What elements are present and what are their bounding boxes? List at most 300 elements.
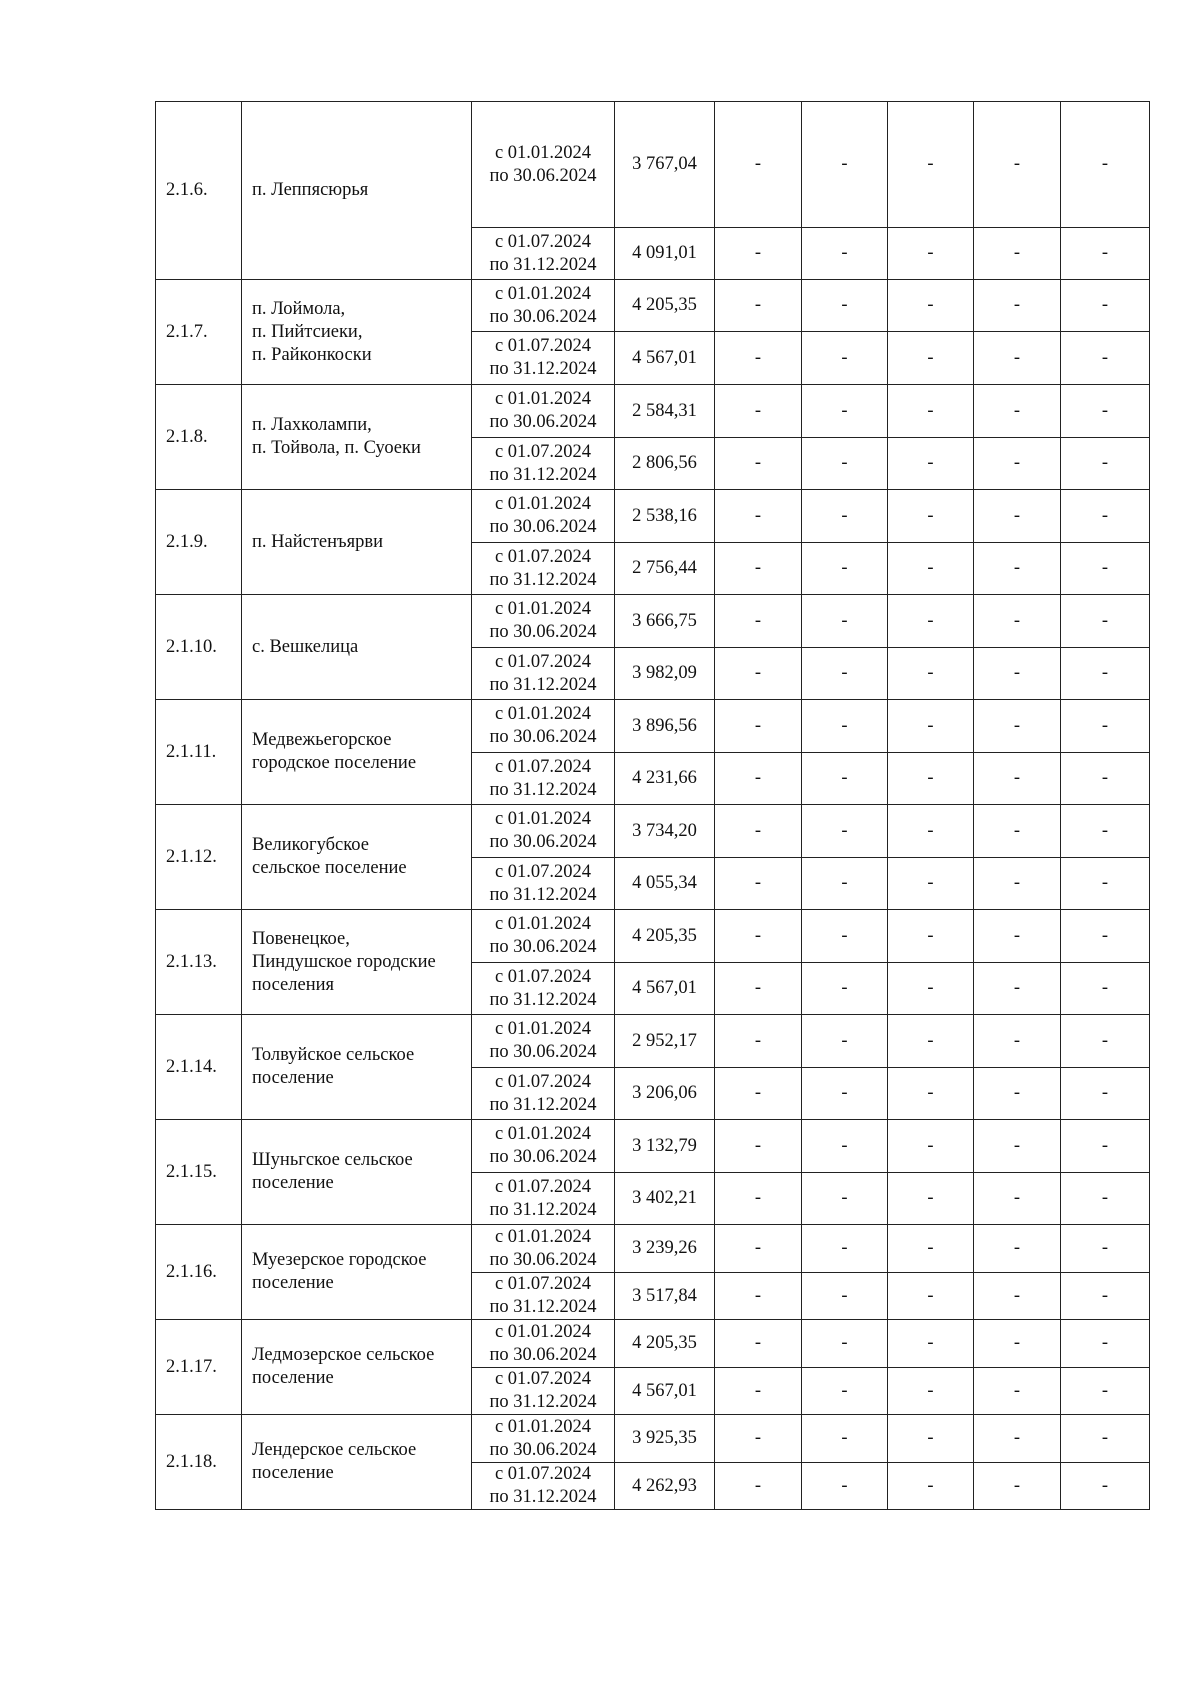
empty-value-dash: - xyxy=(1061,1368,1150,1415)
period-line: по 30.06.2024 xyxy=(489,727,597,747)
empty-value-dash: - xyxy=(1061,1320,1150,1368)
tariff-value: 3 925,35 xyxy=(615,1415,715,1463)
tariff-value: 3 767,04 xyxy=(615,102,715,228)
table-row xyxy=(156,1415,1150,1463)
empty-value-dash: - xyxy=(974,228,1061,280)
period-cell xyxy=(472,700,615,753)
period-line: с 01.07.2024 xyxy=(494,441,592,462)
empty-value-dash: - xyxy=(715,753,802,805)
tariff-value: 3 982,09 xyxy=(615,648,715,700)
table-row xyxy=(156,102,1150,228)
period-cell xyxy=(472,385,615,438)
table-row xyxy=(156,385,1150,438)
settlement-name-line: Медвежьегорское xyxy=(252,730,392,750)
empty-value-dash: - xyxy=(974,1173,1061,1225)
empty-value-dash: - xyxy=(974,805,1061,858)
tariff-value: 2 952,17 xyxy=(615,1015,715,1068)
tariff-value: 4 091,01 xyxy=(615,228,715,280)
period-line: с 01.07.2024 xyxy=(494,651,592,672)
empty-value-dash: - xyxy=(802,1415,888,1463)
empty-value-dash: - xyxy=(802,1173,888,1225)
period-line: по 31.12.2024 xyxy=(489,1199,597,1220)
empty-value-dash: - xyxy=(1061,910,1150,963)
empty-value-dash: - xyxy=(715,438,802,490)
period-line: по 30.06.2024 xyxy=(489,1249,597,1270)
empty-value-dash: - xyxy=(715,280,802,332)
empty-value-dash: - xyxy=(802,700,888,753)
period-line: с 01.01.2024 xyxy=(494,283,592,304)
tariff-value: 4 567,01 xyxy=(615,963,715,1015)
period-line: с 01.01.2024 xyxy=(494,1124,592,1144)
empty-value-dash: - xyxy=(1061,1225,1150,1273)
empty-value-dash: - xyxy=(715,228,802,280)
period-line: по 31.12.2024 xyxy=(489,884,597,905)
empty-value-dash: - xyxy=(1061,543,1150,595)
period-line: по 31.12.2024 xyxy=(489,1094,597,1115)
empty-value-dash: - xyxy=(715,1225,802,1273)
tariff-value: 3 666,75 xyxy=(615,595,715,648)
table-row xyxy=(156,595,1150,648)
empty-value-dash: - xyxy=(802,595,888,648)
empty-value-dash: - xyxy=(715,1463,802,1510)
settlement-name-line: п. Лахколампи, xyxy=(252,415,372,435)
empty-value-dash: - xyxy=(802,1120,888,1173)
settlement-name-line: п. Райконкоски xyxy=(252,344,372,365)
period-cell xyxy=(472,102,615,228)
empty-value-dash: - xyxy=(802,228,888,280)
empty-value-dash: - xyxy=(888,1225,974,1273)
period-line: с 01.07.2024 xyxy=(494,756,592,777)
empty-value-dash: - xyxy=(1061,438,1150,490)
settlement-name-line: Пиндушское городские xyxy=(252,951,436,972)
empty-value-dash: - xyxy=(1061,1173,1150,1225)
period-cell xyxy=(472,1120,615,1173)
period-line: по 30.06.2024 xyxy=(489,1439,597,1460)
tariff-value: 3 132,79 xyxy=(615,1120,715,1173)
empty-value-dash: - xyxy=(974,1120,1061,1173)
settlement-name xyxy=(242,910,472,1015)
settlement-name-line: п. Лоймола, xyxy=(252,298,346,319)
tariff-value: 3 402,21 xyxy=(615,1173,715,1225)
empty-value-dash: - xyxy=(1061,595,1150,648)
empty-value-dash: - xyxy=(974,753,1061,805)
period-line: по 30.06.2024 xyxy=(489,517,597,537)
empty-value-dash: - xyxy=(802,1368,888,1415)
settlement-name-line: п. Тойвола, п. Суоеки xyxy=(252,438,421,458)
empty-value-dash: - xyxy=(715,963,802,1015)
tariff-value: 3 239,26 xyxy=(615,1225,715,1273)
tariff-value: 2 756,44 xyxy=(615,543,715,595)
period-line: по 31.12.2024 xyxy=(489,1487,597,1507)
period-line: с 01.07.2024 xyxy=(494,1274,592,1294)
empty-value-dash: - xyxy=(974,963,1061,1015)
period-line: с 01.01.2024 xyxy=(494,1321,592,1342)
period-cell xyxy=(472,332,615,385)
period-cell xyxy=(472,1320,615,1368)
settlement-name-line: городское поселение xyxy=(252,753,417,773)
empty-value-dash: - xyxy=(974,1068,1061,1120)
empty-value-dash: - xyxy=(974,438,1061,490)
empty-value-dash: - xyxy=(802,385,888,438)
empty-value-dash: - xyxy=(974,595,1061,648)
empty-value-dash: - xyxy=(802,910,888,963)
settlement-name-line: Шуньгское сельское xyxy=(252,1150,413,1170)
tariff-table xyxy=(155,101,1150,1510)
empty-value-dash: - xyxy=(802,1463,888,1510)
empty-value-dash: - xyxy=(888,1068,974,1120)
item-number: 2.1.10. xyxy=(156,595,242,700)
period-line: с 01.01.2024 xyxy=(494,494,592,514)
period-line: по 30.06.2024 xyxy=(489,412,597,432)
empty-value-dash: - xyxy=(1061,1463,1150,1510)
item-number: 2.1.6. xyxy=(156,102,242,280)
period-cell xyxy=(472,1415,615,1463)
tariff-value: 4 231,66 xyxy=(615,753,715,805)
table-row xyxy=(156,805,1150,858)
empty-value-dash: - xyxy=(715,332,802,385)
item-number: 2.1.12. xyxy=(156,805,242,910)
period-line: с 01.01.2024 xyxy=(494,389,592,409)
item-number: 2.1.13. xyxy=(156,910,242,1015)
tariff-value: 4 567,01 xyxy=(615,1368,715,1415)
item-number: 2.1.8. xyxy=(156,385,242,490)
period-cell xyxy=(472,753,615,805)
settlement-name xyxy=(242,805,472,910)
empty-value-dash: - xyxy=(888,648,974,700)
tariff-value: 3 517,84 xyxy=(615,1273,715,1320)
settlement-name-line: сельское поселение xyxy=(252,858,407,878)
period-line: по 30.06.2024 xyxy=(489,165,597,186)
settlement-name-line: Повенецкое, xyxy=(252,928,350,949)
settlement-name-line: поселение xyxy=(252,1463,334,1483)
empty-value-dash: - xyxy=(888,1368,974,1415)
empty-value-dash: - xyxy=(802,1273,888,1320)
settlement-name-line: поселение xyxy=(252,1273,334,1293)
period-cell xyxy=(472,1015,615,1068)
empty-value-dash: - xyxy=(1061,1415,1150,1463)
empty-value-dash: - xyxy=(802,1068,888,1120)
tariff-value: 4 205,35 xyxy=(615,1320,715,1368)
empty-value-dash: - xyxy=(715,1015,802,1068)
empty-value-dash: - xyxy=(802,963,888,1015)
table-row xyxy=(156,1015,1150,1068)
period-line: с 01.07.2024 xyxy=(494,1369,592,1389)
settlement-name xyxy=(242,1120,472,1225)
item-number: 2.1.14. xyxy=(156,1015,242,1120)
empty-value-dash: - xyxy=(888,438,974,490)
empty-value-dash: - xyxy=(715,1068,802,1120)
empty-value-dash: - xyxy=(888,280,974,332)
empty-value-dash: - xyxy=(802,102,888,228)
tariff-value: 4 205,35 xyxy=(615,910,715,963)
empty-value-dash: - xyxy=(715,1415,802,1463)
table-row xyxy=(156,1225,1150,1273)
empty-value-dash: - xyxy=(974,700,1061,753)
period-cell xyxy=(472,543,615,595)
empty-value-dash: - xyxy=(888,1273,974,1320)
empty-value-dash: - xyxy=(1061,753,1150,805)
settlement-name-line: Толвуйское сельское xyxy=(252,1045,415,1065)
empty-value-dash: - xyxy=(888,490,974,543)
period-cell xyxy=(472,963,615,1015)
period-line: с 01.07.2024 xyxy=(494,231,592,252)
period-cell xyxy=(472,228,615,280)
item-number: 2.1.16. xyxy=(156,1225,242,1320)
period-cell xyxy=(472,1173,615,1225)
item-number: 2.1.11. xyxy=(156,700,242,805)
period-cell xyxy=(472,438,615,490)
empty-value-dash: - xyxy=(802,490,888,543)
empty-value-dash: - xyxy=(888,700,974,753)
tariff-value: 4 262,93 xyxy=(615,1463,715,1510)
period-line: с 01.07.2024 xyxy=(494,1464,592,1484)
period-line: с 01.01.2024 xyxy=(494,1416,592,1437)
settlement-name-line: поселение xyxy=(252,1173,334,1193)
period-line: с 01.01.2024 xyxy=(494,142,592,163)
period-cell xyxy=(472,1068,615,1120)
empty-value-dash: - xyxy=(974,543,1061,595)
empty-value-dash: - xyxy=(715,805,802,858)
item-number: 2.1.18. xyxy=(156,1415,242,1510)
empty-value-dash: - xyxy=(1061,805,1150,858)
period-line: по 31.12.2024 xyxy=(489,674,597,695)
empty-value-dash: - xyxy=(802,753,888,805)
table-row xyxy=(156,280,1150,332)
empty-value-dash: - xyxy=(888,1415,974,1463)
empty-value-dash: - xyxy=(974,1015,1061,1068)
empty-value-dash: - xyxy=(974,1225,1061,1273)
empty-value-dash: - xyxy=(1061,963,1150,1015)
settlement-name xyxy=(242,700,472,805)
empty-value-dash: - xyxy=(715,102,802,228)
table-row xyxy=(156,1120,1150,1173)
period-cell xyxy=(472,1368,615,1415)
empty-value-dash: - xyxy=(1061,1015,1150,1068)
tariff-value: 2 538,16 xyxy=(615,490,715,543)
period-line: по 30.06.2024 xyxy=(489,306,597,327)
empty-value-dash: - xyxy=(974,858,1061,910)
empty-value-dash: - xyxy=(1061,1068,1150,1120)
tariff-value: 4 055,34 xyxy=(615,858,715,910)
empty-value-dash: - xyxy=(974,1320,1061,1368)
period-line: с 01.01.2024 xyxy=(494,809,592,829)
empty-value-dash: - xyxy=(715,595,802,648)
period-line: по 30.06.2024 xyxy=(489,1147,597,1167)
empty-value-dash: - xyxy=(715,1173,802,1225)
tariff-value: 3 734,20 xyxy=(615,805,715,858)
tariff-value: 3 206,06 xyxy=(615,1068,715,1120)
empty-value-dash: - xyxy=(888,1120,974,1173)
table-row xyxy=(156,700,1150,753)
period-line: по 30.06.2024 xyxy=(489,622,597,642)
empty-value-dash: - xyxy=(1061,858,1150,910)
empty-value-dash: - xyxy=(802,332,888,385)
period-line: с 01.01.2024 xyxy=(494,1019,592,1039)
empty-value-dash: - xyxy=(1061,1273,1150,1320)
empty-value-dash: - xyxy=(888,1463,974,1510)
item-number: 2.1.7. xyxy=(156,280,242,385)
empty-value-dash: - xyxy=(974,1273,1061,1320)
empty-value-dash: - xyxy=(974,332,1061,385)
settlement-name xyxy=(242,280,472,385)
empty-value-dash: - xyxy=(802,543,888,595)
empty-value-dash: - xyxy=(974,910,1061,963)
empty-value-dash: - xyxy=(888,1320,974,1368)
empty-value-dash: - xyxy=(1061,700,1150,753)
period-cell xyxy=(472,1225,615,1273)
empty-value-dash: - xyxy=(888,385,974,438)
empty-value-dash: - xyxy=(715,858,802,910)
settlement-name-line: Муезерское городское xyxy=(252,1250,427,1270)
settlement-name-line: поселение xyxy=(252,1368,334,1388)
item-number: 2.1.17. xyxy=(156,1320,242,1415)
settlement-name xyxy=(242,102,472,280)
empty-value-dash: - xyxy=(888,910,974,963)
empty-value-dash: - xyxy=(715,385,802,438)
empty-value-dash: - xyxy=(802,438,888,490)
empty-value-dash: - xyxy=(888,805,974,858)
empty-value-dash: - xyxy=(802,648,888,700)
tariff-value: 2 806,56 xyxy=(615,438,715,490)
table-row xyxy=(156,910,1150,963)
settlement-name xyxy=(242,595,472,700)
empty-value-dash: - xyxy=(1061,280,1150,332)
period-line: по 31.12.2024 xyxy=(489,1297,597,1317)
empty-value-dash: - xyxy=(802,805,888,858)
empty-value-dash: - xyxy=(1061,332,1150,385)
empty-value-dash: - xyxy=(974,648,1061,700)
empty-value-dash: - xyxy=(1061,648,1150,700)
settlement-name-line: с. Вешкелица xyxy=(252,636,359,657)
empty-value-dash: - xyxy=(1061,228,1150,280)
period-line: с 01.01.2024 xyxy=(494,1226,592,1247)
empty-value-dash: - xyxy=(802,1225,888,1273)
period-line: с 01.07.2024 xyxy=(494,546,592,567)
empty-value-dash: - xyxy=(715,1368,802,1415)
empty-value-dash: - xyxy=(1061,102,1150,228)
tariff-value: 3 896,56 xyxy=(615,700,715,753)
period-line: по 30.06.2024 xyxy=(489,937,597,957)
table-row xyxy=(156,1320,1150,1368)
empty-value-dash: - xyxy=(1061,385,1150,438)
empty-value-dash: - xyxy=(1061,1120,1150,1173)
period-cell xyxy=(472,1463,615,1510)
empty-value-dash: - xyxy=(715,1120,802,1173)
settlement-name-line: поселение xyxy=(252,1068,334,1088)
period-line: по 30.06.2024 xyxy=(489,1042,597,1062)
empty-value-dash: - xyxy=(974,1415,1061,1463)
period-line: по 30.06.2024 xyxy=(489,832,597,852)
empty-value-dash: - xyxy=(888,543,974,595)
period-line: по 31.12.2024 xyxy=(489,254,597,275)
period-cell xyxy=(472,805,615,858)
empty-value-dash: - xyxy=(715,543,802,595)
period-line: по 31.12.2024 xyxy=(489,989,597,1010)
period-line: по 31.12.2024 xyxy=(489,1392,597,1412)
empty-value-dash: - xyxy=(802,280,888,332)
empty-value-dash: - xyxy=(974,490,1061,543)
settlement-name xyxy=(242,1015,472,1120)
period-cell xyxy=(472,1273,615,1320)
settlement-name xyxy=(242,1320,472,1415)
tariff-value: 4 205,35 xyxy=(615,280,715,332)
period-cell xyxy=(472,858,615,910)
settlement-name xyxy=(242,490,472,595)
empty-value-dash: - xyxy=(715,648,802,700)
period-line: по 30.06.2024 xyxy=(489,1344,597,1365)
empty-value-dash: - xyxy=(888,102,974,228)
settlement-name-line: Лендерское сельское xyxy=(252,1440,417,1460)
empty-value-dash: - xyxy=(715,1320,802,1368)
period-line: по 31.12.2024 xyxy=(489,464,597,485)
settlement-name-line: Ледмозерское сельское xyxy=(252,1345,435,1365)
empty-value-dash: - xyxy=(974,1368,1061,1415)
settlement-name-line: п. Найстенъярви xyxy=(252,531,383,552)
period-line: по 31.12.2024 xyxy=(489,359,597,379)
period-cell xyxy=(472,910,615,963)
empty-value-dash: - xyxy=(888,753,974,805)
empty-value-dash: - xyxy=(974,385,1061,438)
empty-value-dash: - xyxy=(888,963,974,1015)
table-body xyxy=(156,102,1150,1510)
item-number: 2.1.15. xyxy=(156,1120,242,1225)
period-line: с 01.01.2024 xyxy=(494,914,592,934)
empty-value-dash: - xyxy=(1061,490,1150,543)
empty-value-dash: - xyxy=(715,910,802,963)
period-line: по 31.12.2024 xyxy=(489,779,597,800)
settlement-name-line: Великогубское xyxy=(252,835,369,855)
period-line: по 31.12.2024 xyxy=(489,569,597,590)
settlement-name xyxy=(242,1225,472,1320)
empty-value-dash: - xyxy=(802,1320,888,1368)
settlement-name xyxy=(242,385,472,490)
empty-value-dash: - xyxy=(974,280,1061,332)
period-line: с 01.07.2024 xyxy=(494,336,592,356)
settlement-name-line: п. Пийтсиеки, xyxy=(252,321,363,342)
period-line: с 01.07.2024 xyxy=(494,1176,592,1197)
empty-value-dash: - xyxy=(802,858,888,910)
settlement-name-line: п. Леппясюрья xyxy=(252,180,369,200)
empty-value-dash: - xyxy=(715,490,802,543)
empty-value-dash: - xyxy=(715,1273,802,1320)
period-cell xyxy=(472,648,615,700)
empty-value-dash: - xyxy=(888,1173,974,1225)
empty-value-dash: - xyxy=(802,1015,888,1068)
settlement-name-line: поселения xyxy=(252,974,335,995)
period-line: с 01.01.2024 xyxy=(494,704,592,724)
period-line: с 01.07.2024 xyxy=(494,1071,592,1092)
period-line: с 01.07.2024 xyxy=(494,966,592,987)
tariff-value: 2 584,31 xyxy=(615,385,715,438)
period-line: с 01.01.2024 xyxy=(494,599,592,619)
empty-value-dash: - xyxy=(888,1015,974,1068)
table-row xyxy=(156,490,1150,543)
empty-value-dash: - xyxy=(974,102,1061,228)
period-cell xyxy=(472,595,615,648)
settlement-name xyxy=(242,1415,472,1510)
empty-value-dash: - xyxy=(888,332,974,385)
empty-value-dash: - xyxy=(715,700,802,753)
period-cell xyxy=(472,490,615,543)
period-line: с 01.07.2024 xyxy=(494,861,592,882)
empty-value-dash: - xyxy=(974,1463,1061,1510)
item-number: 2.1.9. xyxy=(156,490,242,595)
period-cell xyxy=(472,280,615,332)
tariff-value: 4 567,01 xyxy=(615,332,715,385)
empty-value-dash: - xyxy=(888,228,974,280)
empty-value-dash: - xyxy=(888,595,974,648)
empty-value-dash: - xyxy=(888,858,974,910)
